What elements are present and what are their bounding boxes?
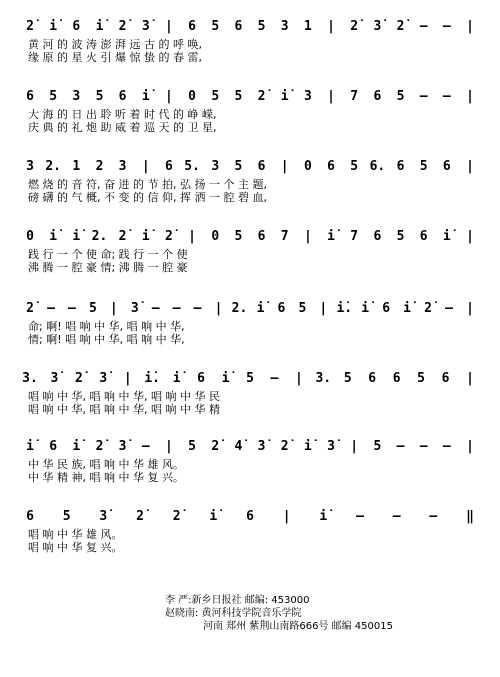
barline: | (466, 19, 474, 34)
note: i̇ (209, 509, 218, 524)
note: 2̇ (257, 89, 266, 104)
lyric-line: 践 行 一 个 使 命; 践 行 一 个 使 (28, 248, 188, 261)
note: 2̇ (74, 371, 83, 386)
note: 2̇ (26, 301, 34, 316)
barline: | (164, 439, 173, 454)
note: 5 (211, 19, 220, 34)
note: 0 (211, 229, 220, 244)
barline: | (466, 159, 474, 174)
note: 5. (184, 159, 200, 174)
score-system (26, 229, 474, 274)
note: 0 (303, 159, 312, 174)
note: 2̇ (280, 439, 289, 454)
note: 2̇ (136, 509, 144, 524)
lyric-line: 大 海 的 日 出 聆 听 着 时 代 的 峥 嵘, (28, 108, 217, 121)
note: 6 (246, 509, 254, 524)
note: 6 (164, 159, 173, 174)
note: 4̇ (234, 439, 243, 454)
note: – (419, 439, 428, 454)
note: 5 (396, 229, 405, 244)
lyric-line: 黄 河 的 波 涛 澎 湃 远 古 的 呼 唤, (28, 38, 202, 51)
note: 3 (26, 159, 34, 174)
note: – (356, 509, 364, 524)
note: 3̇ (130, 301, 139, 316)
note: 3. (22, 371, 38, 386)
barline: | (164, 89, 173, 104)
note: 5 (417, 371, 426, 386)
barline: | (319, 301, 328, 316)
note: 5 (234, 229, 243, 244)
note: i̇ (49, 19, 58, 34)
note: i̇ (141, 229, 150, 244)
note: i̇. (336, 301, 353, 316)
note: 6 (373, 229, 382, 244)
note: 5 (88, 301, 97, 316)
note: 0 (188, 89, 197, 104)
barline: | (280, 159, 289, 174)
note: i̇ (327, 229, 336, 244)
score-system (26, 89, 474, 134)
note: 6 (442, 159, 451, 174)
lyric-line: 沸 腾 一 腔 豪 情; 沸 腾 一 腔 豪 (28, 261, 188, 274)
note: 3̇ (327, 439, 336, 454)
note: – (67, 301, 76, 316)
note: 2̇ (164, 229, 173, 244)
note: 7 (350, 89, 359, 104)
note: i̇ (172, 371, 181, 386)
lyric-line: 磅 礴 的 气 概, 不 变 的 信 仰, 挥 洒 一 腔 碧 血, (28, 191, 267, 204)
note: – (193, 301, 202, 316)
note: 3 (280, 19, 289, 34)
note: i̇ (221, 371, 230, 386)
note: – (47, 301, 55, 316)
note: 6 (441, 371, 450, 386)
note: 6 (118, 89, 127, 104)
note: – (445, 301, 453, 316)
note: 6 (277, 301, 286, 316)
note: 6. (369, 159, 386, 174)
note: 2̇ (26, 19, 34, 34)
barline: | (123, 371, 132, 386)
note: 6 (382, 301, 391, 316)
note: – (172, 301, 181, 316)
note: 2. (45, 159, 62, 174)
note: 6 (234, 19, 243, 34)
note: i̇ (442, 229, 451, 244)
note: 3̇ (50, 371, 59, 386)
note: i̇ (256, 301, 265, 316)
credit-line-composer: 赵晓南: 黄河科技学院音乐学院 (165, 608, 302, 619)
note: 3̇ (99, 509, 108, 524)
score-system (26, 509, 474, 554)
score-system (26, 439, 474, 484)
note: 2̇ (424, 301, 433, 316)
barline: ‖ (466, 509, 474, 524)
note: 3 (211, 159, 220, 174)
note: i̇. (144, 371, 161, 386)
note: 5 (62, 509, 71, 524)
note: 3 (303, 89, 312, 104)
note: 5 (343, 371, 352, 386)
note: 6 (26, 509, 34, 524)
note: 3 (118, 159, 127, 174)
note: 6 (373, 89, 382, 104)
lyric-line: 唱 响 中 华, 唱 响 中 华, 唱 响 中 华 民 (28, 390, 220, 403)
note: 6 (49, 439, 58, 454)
note: 0 (26, 229, 34, 244)
lyric-line: 唱 响 中 华, 唱 响 中 华, 唱 响 中 华 精 (28, 403, 220, 416)
note: 5 (350, 159, 359, 174)
barline: | (214, 301, 223, 316)
lyric-line: 缘 原 的 星 火 引 爆 惊 蛰 的 春 雷, (28, 51, 202, 64)
note: 2̇ (172, 509, 181, 524)
barline: | (466, 371, 474, 386)
note: 6 (257, 159, 266, 174)
note: 2̇ (118, 229, 127, 244)
note: 6 (257, 229, 266, 244)
lyric-line: 情; 啊! 唱 响 中 华, 唱 响 中 华, (28, 333, 185, 346)
barline: | (164, 19, 173, 34)
note: 5 (246, 371, 254, 386)
note: 2̇ (396, 19, 405, 34)
credits-block (165, 594, 485, 633)
note: 3. (315, 371, 332, 386)
barline: | (466, 89, 474, 104)
note: 3 (72, 89, 81, 104)
note: – (419, 19, 428, 34)
note: 6 (72, 19, 81, 34)
note: 2̇ (350, 19, 359, 34)
note: 6 (188, 19, 197, 34)
note: i̇ (303, 439, 312, 454)
score-system (26, 301, 474, 346)
note: i̇ (280, 89, 289, 104)
barline: | (294, 371, 303, 386)
note: 3̇ (99, 371, 108, 386)
note: i̇ (403, 301, 412, 316)
lyric-line: 唱 响 中 华 复 兴。 (28, 541, 123, 554)
note: – (419, 89, 428, 104)
note: 6 (26, 89, 34, 104)
note: 2. (231, 301, 248, 316)
note: – (396, 439, 405, 454)
note: i̇ (319, 509, 328, 524)
lyric-line: 中 华 精 神, 唱 响 中 华 复 兴。 (28, 471, 184, 484)
lyric-line: 命; 啊! 唱 响 中 华, 唱 响 中 华, (28, 320, 185, 333)
note: 2̇ (95, 439, 104, 454)
note: i̇ (95, 19, 104, 34)
note: – (442, 19, 451, 34)
barline: | (282, 509, 291, 524)
note: i̇ (49, 229, 58, 244)
note: 5 (396, 89, 405, 104)
note: 5 (419, 159, 428, 174)
score-system (22, 371, 474, 416)
barline: | (303, 229, 312, 244)
note: i̇ (361, 301, 370, 316)
note: – (151, 301, 160, 316)
barline: | (109, 301, 118, 316)
note: 1 (303, 19, 312, 34)
note: 5 (257, 19, 266, 34)
note: 2̇ (118, 19, 127, 34)
note: 5 (49, 89, 58, 104)
note: i̇ (72, 439, 81, 454)
note: 2̇ (211, 439, 220, 454)
note: 2 (95, 159, 104, 174)
barline: | (350, 439, 359, 454)
barline: | (327, 89, 336, 104)
lyric-line: 庆 典 的 礼 炮 助 威 着 巡 天 的 卫 星, (28, 121, 217, 134)
note: 6 (327, 159, 336, 174)
note: 1 (72, 159, 81, 174)
lyric-line: 中 华 民 族, 唱 响 中 华 雄 风。 (28, 458, 184, 471)
note: i̇ (26, 439, 34, 454)
note: – (429, 509, 438, 524)
note: – (442, 89, 451, 104)
note: 5 (298, 301, 307, 316)
note: i̇ (72, 229, 81, 244)
note: 6 (368, 371, 377, 386)
note: – (392, 509, 401, 524)
note: 6 (197, 371, 206, 386)
credit-line-author: 李 严:新乡日报社 邮编: 453000 (165, 595, 310, 606)
barline: | (466, 229, 474, 244)
note: 5 (234, 89, 243, 104)
note: 6 (419, 229, 428, 244)
note: 3̇ (141, 19, 150, 34)
barline: | (141, 159, 150, 174)
note: 3̇ (257, 439, 266, 454)
note: 5 (234, 159, 243, 174)
note: i̇ (141, 89, 150, 104)
lyric-line: 燃 烧 的 音 符, 奋 进 的 节 拍, 弘 扬 一 个 主 题, (28, 178, 267, 191)
barline: | (327, 19, 336, 34)
score-system (26, 159, 474, 204)
note: 5 (211, 89, 220, 104)
note: – (141, 439, 150, 454)
note: 5 (373, 439, 382, 454)
note: 3̇ (118, 439, 127, 454)
note: 7 (350, 229, 359, 244)
note: 5 (95, 89, 104, 104)
note: 5 (188, 439, 197, 454)
note: 3̇ (373, 19, 382, 34)
barline: | (466, 439, 474, 454)
barline: | (188, 229, 197, 244)
note: – (270, 371, 279, 386)
barline: | (466, 301, 474, 316)
note: 2. (91, 229, 108, 244)
note: 7 (280, 229, 289, 244)
lyric-line: 唱 响 中 华 雄 风。 (28, 528, 123, 541)
note: – (442, 439, 451, 454)
note: 6 (392, 371, 401, 386)
note: 6 (396, 159, 405, 174)
credit-line-address: 河南 郑州 紫荆山南路666号 邮编 450015 (203, 621, 393, 632)
score-system (26, 19, 474, 64)
